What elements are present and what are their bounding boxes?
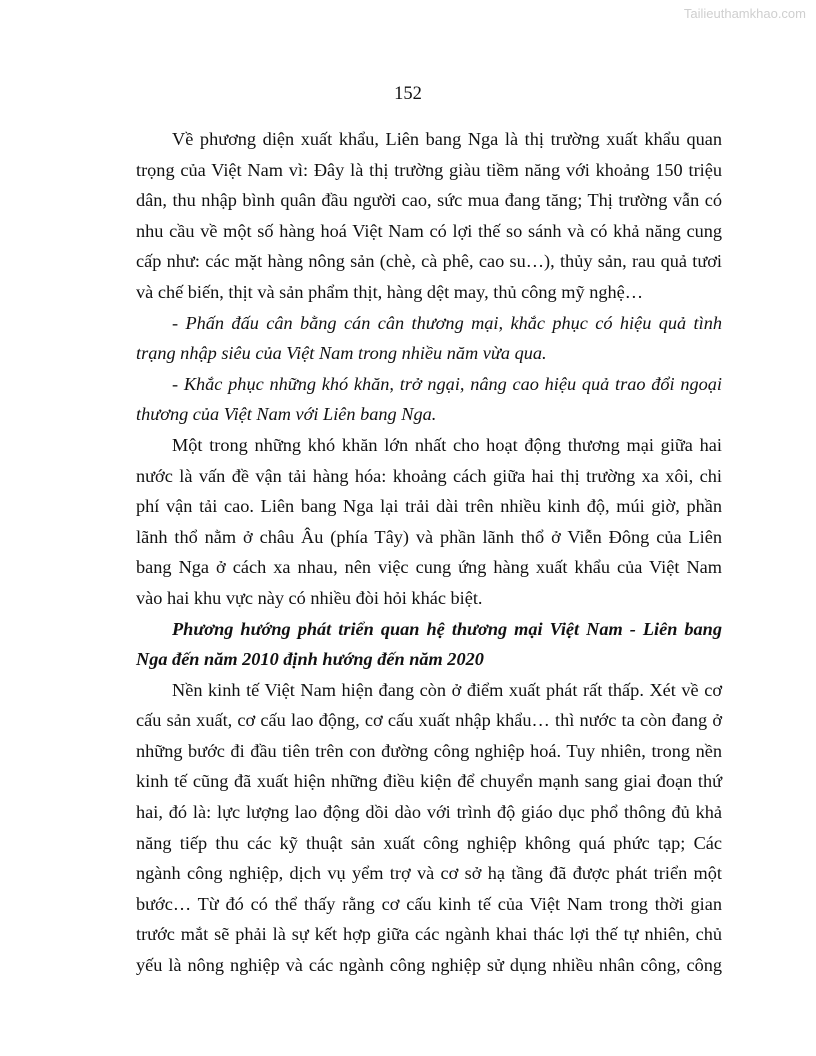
text-line: những bước đi đầu tiên trên con đường công nghiệp hoá. Tuy nhiên, trong nền xyxy=(136,740,722,761)
text-line: năng tiếp thu các kỹ thuật sản xuất công nghiệp không quá phức tạp; Các xyxy=(136,832,722,853)
text-line: yếu là nông nghiệp và các ngành công nghiệp sử dụng nhiều nhân công, công xyxy=(136,955,722,976)
document-body xyxy=(136,124,722,981)
text-line: cấu sản xuất, cơ cấu lao động, cơ cấu xuất nhập khẩu… thì nước ta còn đang ở xyxy=(136,710,722,731)
text-line: Nền kinh tế Việt Nam hiện đang còn ở điểm xuất phát rất thấp. Xét về cơ xyxy=(172,679,722,700)
text-line: trước mắt sẽ phải là sự kết hợp giữa các ngành khai thác lợi thế tự nhiên, chủ xyxy=(136,924,722,945)
page-number: 152 xyxy=(394,84,422,104)
text-line: lãnh thổ nằm ở châu Âu (phía Tây) và phần lãnh thổ ở Viễn Đông của Liên xyxy=(136,526,722,547)
text-line: Một trong những khó khăn lớn nhất cho hoạt động thương mại giữa hai xyxy=(172,434,722,455)
text-line: nước là vấn đề vận tải hàng hóa: khoảng cách giữa hai thị trường xa xôi, chi xyxy=(136,465,722,486)
text-line: thương của Việt Nam với Liên bang Nga. xyxy=(136,404,437,425)
text-line: bước… Từ đó có thể thấy rằng cơ cấu kinh tế của Việt Nam trong thời gian xyxy=(136,893,722,914)
text-line: trọng của Việt Nam vì: Đây là thị trường giàu tiềm năng với khoảng 150 triệu xyxy=(136,159,722,180)
text-line: kinh tế cũng đã xuất hiện những điều kiện để chuyển mạnh sang giai đoạn thứ xyxy=(136,771,722,792)
text-line: - Phấn đấu cân bằng cán cân thương mại, khắc phục có hiệu quả tình xyxy=(172,312,722,333)
text-line: hai, đó là: lực lượng lao động dồi dào với trình độ giáo dục phổ thông đủ khả xyxy=(136,802,722,823)
text-line: Về phương diện xuất khẩu, Liên bang Nga là thị trường xuất khẩu quan xyxy=(172,129,722,149)
text-line: nhu cầu về một số hàng hoá Việt Nam có lợi thế so sánh và có khả năng cung xyxy=(136,220,722,241)
text-line: phí vận tải cao. Liên bang Nga lại trải dài trên nhiều kinh độ, múi giờ, phần xyxy=(136,496,722,517)
text-line: dân, thu nhập bình quân đầu người cao, sức mua đang tăng; Thị trường vẫn có xyxy=(136,190,722,211)
section-heading-line: Nga đến năm 2010 định hướng đến năm 2020 xyxy=(136,649,484,670)
text-line: và chế biến, thịt và sản phẩm thịt, hàng dệt may, thủ công mỹ nghệ… xyxy=(136,281,644,302)
text-line: - Khắc phục những khó khăn, trở ngại, nâng cao hiệu quả trao đổi ngoại xyxy=(172,373,722,394)
text-line: vào hai khu vực này có nhiều đòi hỏi khác biệt. xyxy=(136,587,483,608)
text-line: ngành công nghiệp, dịch vụ yểm trợ và cơ sở hạ tầng đã được phát triển một xyxy=(136,863,722,884)
text-line: trạng nhập siêu của Việt Nam trong nhiều năm vừa qua. xyxy=(136,343,547,364)
text-line: cấp như: các mặt hàng nông sản (chè, cà phê, cao su…), thủy sản, rau quả tươi xyxy=(136,251,722,272)
watermark: Tailieuthamkhao.com xyxy=(683,6,806,21)
section-heading-line: Phương hướng phát triển quan hệ thương mại Việt Nam - Liên bang xyxy=(172,618,722,639)
text-line: bang Nga ở cách xa nhau, nên việc cung ứng hàng xuất khẩu của Việt Nam xyxy=(136,557,722,578)
